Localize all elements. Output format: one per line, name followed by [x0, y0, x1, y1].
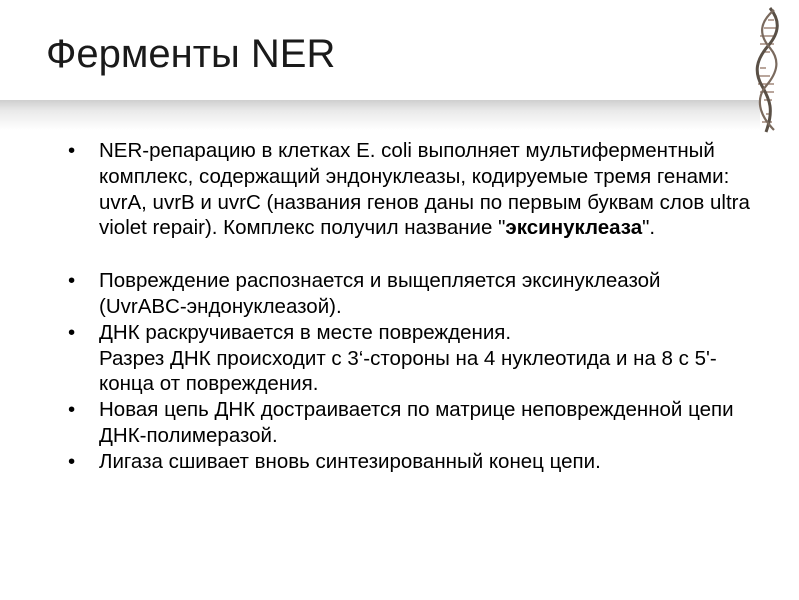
bullet: •: [68, 139, 76, 162]
list-item: [60, 397, 750, 449]
slide-title: Ферменты NER: [46, 32, 336, 76]
bullet: •: [68, 269, 76, 293]
title-divider: [0, 100, 760, 130]
list-item: [60, 320, 750, 397]
item-text: Повреждение распознается и выщепляется эксинуклеазой (UvrABC-эндонуклеазой).: [99, 269, 661, 318]
item-text: Разрез ДНК происходит с 3‘-стороны на 4 нуклеотида и на 8 с 5'-конца от повреждения.: [99, 346, 717, 396]
dna-helix-icon: [730, 6, 794, 134]
item-text: Лигаза сшивает вновь синтезированный конец цепи.: [99, 449, 601, 473]
bullet: •: [68, 398, 76, 422]
list-item: [60, 268, 750, 320]
bullet-list: [60, 138, 750, 475]
item-text-bold: эксинуклеаза: [505, 216, 643, 240]
list-item: [60, 449, 750, 475]
item-text: ДНК раскручивается в месте повреждения.: [99, 320, 512, 344]
item-text: Новая цепь ДНК достраивается по матрице неповрежденной цепи ДНК-полимеразой.: [99, 398, 734, 447]
bullet: •: [68, 320, 76, 344]
item-text: NER-репарацию в клетках E. coli выполняет мультиферментный комплекс, содержащий эндонуклеазы, кодируемые тремя генами: uvrA, uvrB и uvrC (названия генов даны по первым буквам слов ultra violet repair). Комплекс получил название ": [99, 139, 750, 240]
bullet: •: [68, 449, 76, 473]
list-item: [60, 138, 750, 241]
item-text: ".: [642, 216, 656, 240]
